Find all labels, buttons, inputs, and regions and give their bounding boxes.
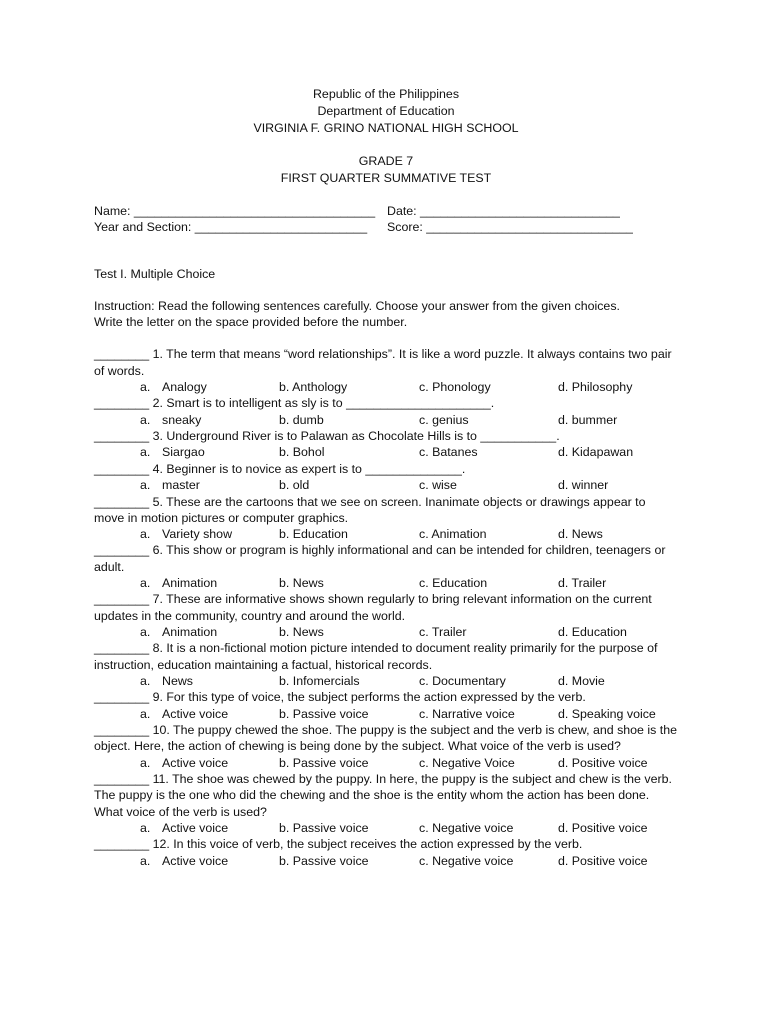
test-heading: Test I. Multiple Choice	[94, 266, 216, 281]
choice-d[interactable]: d. Philosophy	[558, 380, 633, 395]
choice-d[interactable]: d. Education	[558, 625, 627, 640]
choice-b[interactable]: b. Anthology	[279, 380, 348, 395]
header-department: Department of Education	[317, 103, 455, 118]
question-text: ________ 11. The shoe was chewed by the puppy. In here, the puppy is the subject and chew is the verb. The puppy is the one who did the chewing and the shoe is the entity whom the action has been done. What voice of the verb is used?	[94, 772, 672, 819]
document-header	[94, 86, 678, 187]
choice-c[interactable]: c. wise	[419, 478, 457, 493]
instruction	[94, 298, 678, 331]
choice-c[interactable]: c. Narrative voice	[419, 706, 515, 721]
choice-b[interactable]: b. Passive voice	[279, 821, 369, 835]
choice-a-letter: a.	[140, 478, 151, 493]
choice-b[interactable]: b. dumb	[279, 412, 324, 427]
choice-a[interactable]	[94, 412, 279, 428]
header-grade: GRADE 7	[358, 154, 414, 169]
choice-a-letter: a.	[140, 380, 151, 395]
choice-c[interactable]: c. Batanes	[419, 445, 478, 460]
choice-row	[94, 526, 678, 542]
choice-d[interactable]: d. Kidapawan	[558, 445, 634, 460]
name-field[interactable]: Name: ___________________________________	[94, 203, 376, 218]
choice-a[interactable]	[94, 379, 279, 395]
choice-c[interactable]: c. Animation	[419, 527, 487, 542]
choice-b[interactable]: b. Passive voice	[279, 706, 369, 721]
choice-d[interactable]: d. bummer	[558, 412, 618, 427]
choice-a-letter: a.	[140, 576, 151, 591]
choice-a[interactable]	[94, 853, 279, 869]
choice-b[interactable]: b. old	[279, 478, 310, 493]
choice-a-letter: a.	[140, 706, 151, 721]
choice-a-text: Animation	[162, 576, 218, 591]
question-item	[94, 428, 678, 461]
choice-a-text: sneaky	[162, 412, 202, 427]
choice-b[interactable]: b. News	[279, 625, 324, 640]
question-item	[94, 494, 678, 543]
instruction-line-2: Write the letter on the space provided before the number.	[94, 315, 408, 330]
choice-b[interactable]: b. Infomercials	[279, 674, 360, 689]
choice-a-letter: a.	[140, 853, 151, 868]
info-row-1	[94, 203, 678, 219]
spacer	[94, 236, 678, 252]
choice-c[interactable]: c. genius	[419, 412, 469, 427]
year-section-field[interactable]: Year and Section: _________________________	[94, 220, 368, 235]
choice-row	[94, 673, 678, 689]
choice-d[interactable]: d. Trailer	[558, 576, 607, 591]
choice-row	[94, 412, 678, 428]
spacer	[94, 330, 678, 346]
choice-a[interactable]	[94, 624, 279, 640]
question-text: ________ 10. The puppy chewed the shoe. The puppy is the subject and the verb is chew, and shoe is the object. Here, the action of chewing is being done by the subject. What voice of the verb is used?	[94, 723, 678, 754]
question-text: ________ 3. Underground River is to Palawan as Chocolate Hills is to ___________.	[94, 429, 560, 444]
choice-a[interactable]	[94, 575, 279, 591]
choice-d[interactable]: d. winner	[558, 478, 609, 493]
choice-a-text: master	[162, 478, 200, 493]
choice-row	[94, 624, 678, 640]
header-test-title: FIRST QUARTER SUMMATIVE TEST	[280, 170, 492, 185]
choice-row	[94, 706, 678, 722]
header-school: VIRGINIA F. GRINO NATIONAL HIGH SCHOOL	[253, 120, 519, 135]
choice-d[interactable]: d. Speaking voice	[558, 706, 656, 721]
choice-a-text: Active voice	[162, 853, 229, 868]
question-list	[94, 346, 678, 869]
choice-c[interactable]: c. Education	[419, 576, 488, 591]
spacer	[94, 187, 678, 203]
choice-a[interactable]	[94, 706, 279, 722]
choice-c[interactable]: c. Negative voice	[419, 821, 514, 835]
date-field[interactable]: Date: _____________________________	[387, 203, 620, 218]
choice-a[interactable]	[94, 820, 279, 836]
choice-c[interactable]: c. Negative voice	[419, 853, 514, 868]
choice-a-text: Variety show	[162, 527, 233, 542]
choice-a-text: Siargao	[162, 445, 205, 460]
question-text: ________ 8. It is a non-fictional motion picture intended to document reality primarily for the purpose of instruction, education maintaining a factual, historical records.	[94, 641, 658, 672]
choice-a-text: News	[162, 674, 193, 689]
choice-c[interactable]: c. Phonology	[419, 380, 491, 395]
choice-d[interactable]: d. Positive voice	[558, 853, 648, 868]
choice-a[interactable]	[94, 477, 279, 493]
choice-a[interactable]	[94, 673, 279, 689]
choice-d[interactable]: d. Movie	[558, 674, 605, 689]
question-text: ________ 4. Beginner is to novice as expert is to ______________.	[94, 461, 466, 476]
choice-row	[94, 477, 678, 493]
question-item	[94, 836, 678, 869]
choice-b[interactable]: b. News	[279, 576, 324, 591]
choice-a-letter: a.	[140, 412, 151, 427]
question-item	[94, 461, 678, 494]
info-row-2	[94, 219, 678, 235]
question-text: ________ 2. Smart is to intelligent as sly is to _____________________.	[94, 396, 495, 411]
choice-row	[94, 820, 678, 836]
choice-row	[94, 444, 678, 460]
choice-a-letter: a.	[140, 527, 151, 542]
question-item	[94, 689, 678, 722]
choice-b[interactable]: b. Bohol	[279, 445, 325, 460]
choice-c[interactable]: c. Negative Voice	[419, 755, 515, 770]
spacer	[94, 282, 678, 298]
question-text: ________ 12. In this voice of verb, the subject receives the action expressed by the verb.	[94, 837, 583, 852]
choice-b[interactable]: b. Passive voice	[279, 755, 369, 770]
question-text: ________ 5. These are the cartoons that we see on screen. Inanimate objects or drawings appear to move in motion pictures or computer graphics.	[94, 494, 646, 525]
choice-a-text: Analogy	[162, 380, 207, 395]
choice-b[interactable]: b. Passive voice	[279, 853, 369, 868]
question-text: ________ 7. These are informative shows shown regularly to bring relevant information on the current updates in the community, country and around the world.	[94, 592, 652, 623]
question-item	[94, 346, 678, 395]
choice-a-letter: a.	[140, 755, 151, 770]
question-item	[94, 591, 678, 640]
question-text: ________ 6. This show or program is highly informational and can be intended for children, teenagers or adult.	[94, 543, 666, 574]
choice-a-letter: a.	[140, 821, 151, 835]
choice-row	[94, 755, 678, 771]
spacer	[94, 136, 678, 153]
choice-b[interactable]: b. Education	[279, 527, 348, 542]
choice-row	[94, 379, 678, 395]
choice-c[interactable]: c. Trailer	[419, 625, 467, 640]
choice-a-letter: a.	[140, 625, 151, 640]
choice-c[interactable]: c. Documentary	[419, 674, 506, 689]
instruction-line-1: Instruction: Read the following sentences carefully. Choose your answer from the given choices.	[94, 298, 620, 313]
choice-a-text: Active voice	[162, 755, 229, 770]
choice-a[interactable]	[94, 526, 279, 542]
student-info	[94, 203, 678, 236]
question-item	[94, 771, 678, 836]
question-text: ________ 1. The term that means “word relationships”. It is like a word puzzle. It always contains two pair of words.	[94, 347, 672, 378]
choice-a-letter: a.	[140, 445, 151, 460]
choice-d[interactable]: d. Positive voice	[558, 755, 648, 770]
spacer	[94, 252, 678, 266]
score-field[interactable]: Score: ______________________________	[387, 220, 633, 235]
question-text: ________ 9. For this type of voice, the subject performs the action expressed by the verb.	[94, 690, 586, 705]
choice-d[interactable]: d. News	[558, 527, 603, 542]
question-item	[94, 395, 678, 428]
choice-d[interactable]: d. Positive voice	[558, 821, 648, 835]
question-item	[94, 542, 678, 591]
question-item	[94, 640, 678, 689]
choice-a-letter: a.	[140, 674, 151, 689]
choice-a-text: Animation	[162, 625, 218, 640]
choice-row	[94, 575, 678, 591]
choice-row	[94, 853, 678, 869]
choice-a[interactable]	[94, 755, 279, 771]
question-item	[94, 722, 678, 771]
choice-a-text: Active voice	[162, 821, 229, 835]
choice-a[interactable]	[94, 444, 279, 460]
header-republic: Republic of the Philippines	[312, 87, 460, 101]
choice-a-text: Active voice	[162, 706, 229, 721]
